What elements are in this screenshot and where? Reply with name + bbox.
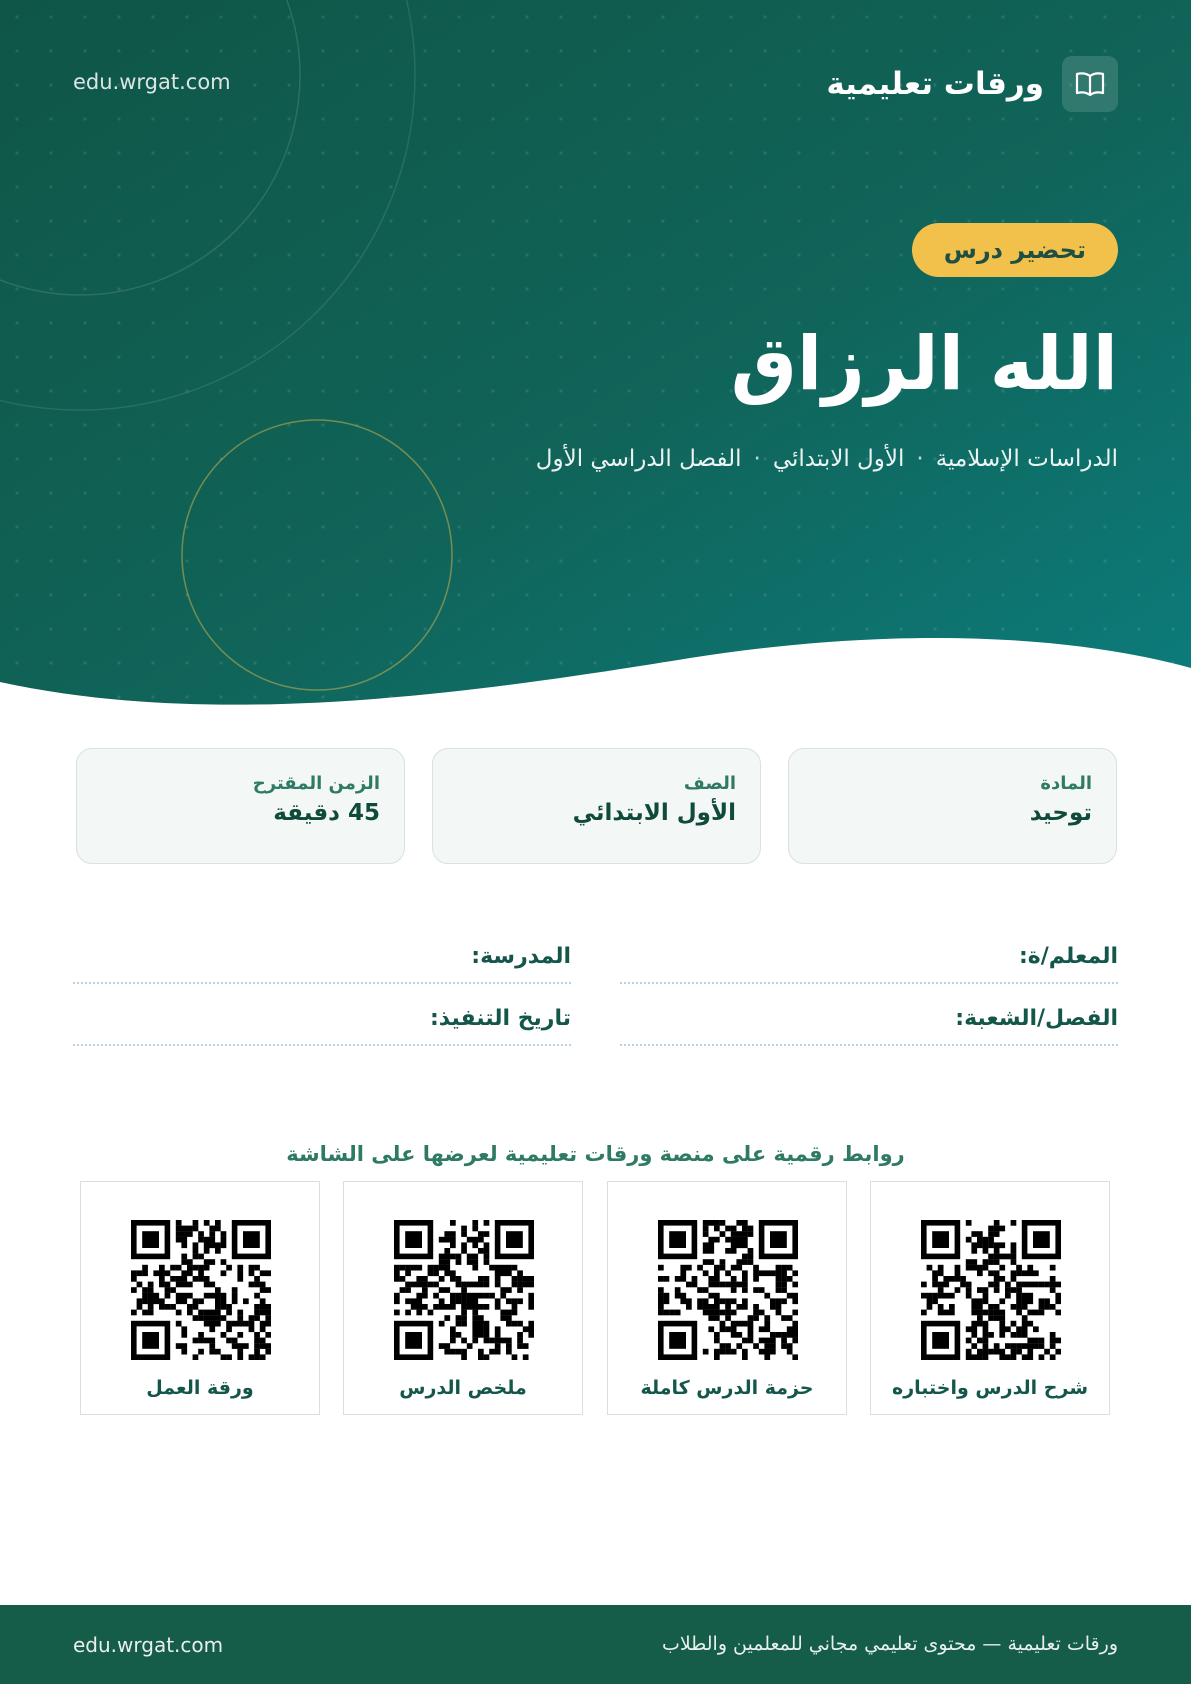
- qr-card-full-package[interactable]: [607, 1181, 847, 1415]
- qr-code[interactable]: [131, 1220, 271, 1360]
- book-icon: [1062, 56, 1118, 112]
- brand-name: ورقات تعليمية: [826, 66, 1044, 102]
- card-value: توحيد: [1029, 800, 1092, 826]
- info-cards: [74, 748, 1117, 866]
- hero-url[interactable]: edu.wrgat.com: [73, 70, 231, 94]
- meta-subject: الدراسات الإسلامية: [935, 446, 1118, 472]
- qr-card-worksheet[interactable]: [80, 1181, 320, 1415]
- card-value: 45 دقيقة: [273, 800, 380, 826]
- grade-card: [432, 748, 761, 864]
- lesson-type-badge: تحضير درس: [912, 223, 1118, 277]
- school-label: المدرسة:: [471, 944, 571, 969]
- meta-term: الفصل الدراسي الأول: [535, 446, 742, 472]
- footer-url[interactable]: edu.wrgat.com: [73, 1633, 224, 1657]
- date-field[interactable]: [73, 1006, 571, 1046]
- meta-separator: ·: [753, 446, 761, 472]
- duration-card: [76, 748, 405, 864]
- qr-card-summary[interactable]: [343, 1181, 583, 1415]
- qr-card-explanation[interactable]: [870, 1181, 1110, 1415]
- qr-code[interactable]: [658, 1220, 798, 1360]
- class-section-field[interactable]: [620, 1006, 1118, 1046]
- qr-code[interactable]: [394, 1220, 534, 1360]
- card-label: الزمن المقترح: [252, 773, 380, 794]
- card-value: الأول الابتدائي: [572, 800, 736, 826]
- teacher-label: المعلم/ة:: [1018, 944, 1118, 969]
- date-label: تاريخ التنفيذ:: [429, 1006, 571, 1031]
- hero-header: [0, 0, 1191, 730]
- teacher-field[interactable]: [620, 944, 1118, 984]
- brand: [826, 56, 1118, 112]
- qr-code[interactable]: [921, 1220, 1061, 1360]
- card-label: المادة: [1040, 773, 1092, 794]
- qr-label: ورقة العمل: [146, 1377, 254, 1399]
- qr-section-heading: روابط رقمية على منصة ورقات تعليمية لعرضها على الشاشة: [286, 1142, 905, 1166]
- lesson-title: الله الرزاق: [730, 321, 1118, 407]
- school-field[interactable]: [73, 944, 571, 984]
- footer-text: ورقات تعليمية — محتوى تعليمي مجاني للمعلمين والطلاب: [661, 1633, 1118, 1655]
- meta-grade: الأول الابتدائي: [772, 446, 905, 472]
- subject-card: [788, 748, 1117, 864]
- qr-label: حزمة الدرس كاملة: [640, 1377, 814, 1399]
- qr-label: شرح الدرس واختباره: [891, 1377, 1089, 1399]
- lesson-meta: [536, 446, 1118, 472]
- footer: [0, 1605, 1191, 1684]
- card-label: الصف: [683, 773, 736, 794]
- meta-separator: ·: [916, 446, 924, 472]
- class-section-label: الفصل/الشعبة:: [955, 1006, 1118, 1031]
- qr-label: ملخص الدرس: [399, 1377, 527, 1399]
